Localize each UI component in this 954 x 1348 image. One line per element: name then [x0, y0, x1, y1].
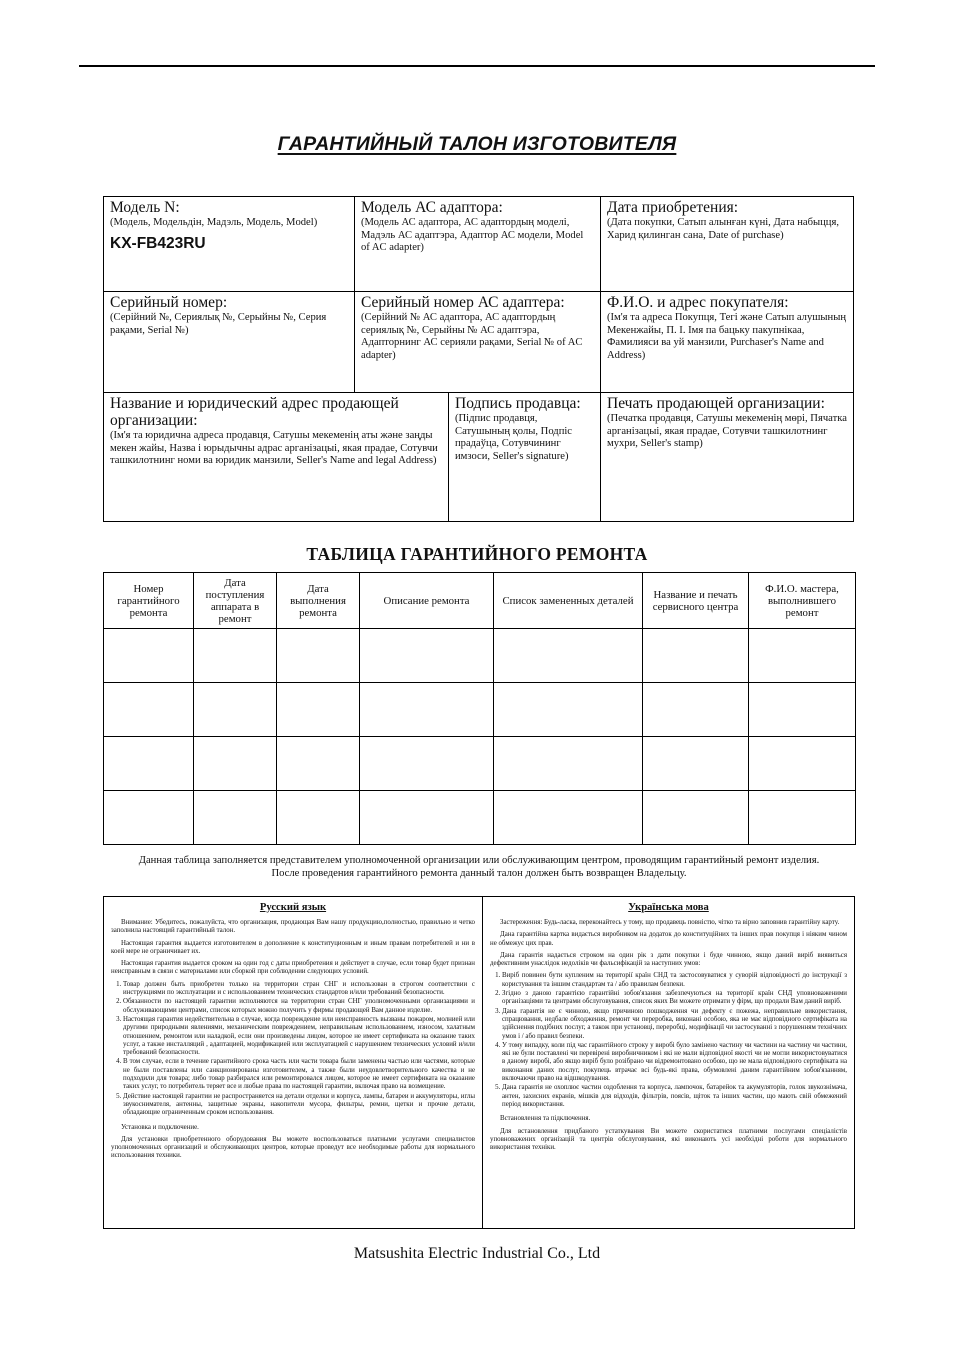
purchase-date-sub: (Дата покупки, Сатып алынған күні, Дата набыцця, Харид қилинган сана, Date of purchase)	[607, 217, 839, 241]
col-header-received-date: Дата поступления аппарата в ремонт	[194, 573, 277, 629]
serial-cell[interactable]	[104, 292, 354, 392]
list-item: 3. Дана гарантія не є чинною, якщо причиною пошкодження чи дефекту є пожежа, неправильне використання, спрацювання, недбале обходження, ремонт чи переробка, виконані особою, яка не має відповідного сертифіката на здійснення подібних послуг, а також при установці, переробці, модифікації чи застосуванні з порушенням технічних умов і / або правил безпеки.	[502, 1008, 847, 1041]
col-header-description: Описание ремонта	[360, 573, 494, 629]
lang-heading-russian: Русский язык	[259, 902, 327, 913]
repair-table-note	[103, 854, 855, 880]
terms-conditions-list	[490, 972, 847, 1109]
buyer-sub: (Ім'я та адреса Покупця, Тегі және Сатып алушының Мекенжайы, П. І. Імя па бацьку пакупнікаа, Фамилияси ва уй манзили, Purchaser's Name and Address)	[607, 312, 847, 361]
terms-paragraph: Внимание: Убедитесь, пожалуйста, что организация, продающая Вам нашу продукцию,полностью, правильно и четко заполнила настоящий гарантийный талон.	[111, 919, 475, 935]
table-cell[interactable]	[104, 683, 194, 737]
table-cell[interactable]	[643, 791, 749, 845]
repair-table-header-row	[104, 573, 856, 629]
org-sub: (Ім'я та юридична адреса продавця, Сатушы мекеменің аты және заңды мекен жайы, Назва і юрыдычны адрас арганізацыі, якая прадае, Сотувчи ташкилотнинг номи ва юридик манзили, Seller's Name and legal Address)	[110, 430, 438, 467]
table-cell[interactable]	[277, 629, 360, 683]
signature-cell[interactable]	[449, 393, 600, 521]
col-header-service-center: Название и печать сервисного центра	[643, 573, 749, 629]
table-cell[interactable]	[494, 629, 643, 683]
adapter-model-heading: Модель АС адаптора:	[361, 199, 503, 216]
table-row	[104, 683, 856, 737]
model-value: KX-FB423RU	[110, 234, 206, 252]
lang-heading-ukrainian: Українська мова	[628, 902, 709, 913]
table-cell[interactable]	[277, 683, 360, 737]
table-cell[interactable]	[277, 737, 360, 791]
warranty-info-grid	[103, 196, 854, 522]
terms-paragraph: Настоящая гарантия выдается изготовителем в дополнение к конституционным и иным правам потребителей и ни в коей мере не ограничивает их.	[111, 939, 475, 955]
terms-russian	[104, 897, 482, 1228]
terms-paragraph: Настоящая гарантия выдается сроком на один год с даты приобретения и действует в случае, если товар будет признан неисправным в связи с материалами или сборкой при соблюдении следующих условий.	[111, 960, 475, 976]
table-cell[interactable]	[194, 791, 277, 845]
table-row	[104, 791, 856, 845]
col-header-repair-number: Номер гарантийного ремонта	[104, 573, 194, 629]
table-cell[interactable]	[360, 737, 494, 791]
repair-note-line-2: После проведения гарантийного ремонта данный талон должен быть возвращен Владельцу.	[271, 868, 687, 879]
install-text: Для встановлення придбаного устаткування Ви можете скористатися платними послугами спеціалістів уповноважених організацій та центрів обслуговування, які виконають усі необхідні роботи для нормального використання техніки.	[490, 1127, 847, 1152]
table-cell[interactable]	[360, 791, 494, 845]
list-item: 5. Дана гарантія не охоплює частин оздоблення та корпуса, лампочок, батарейок та акумуляторів, голок звукознімача, антен, захисних екранів, мішків для відходів, фільтрів, поясів, щіток та інших частин, що мають свій обмежений період використання.	[502, 1084, 847, 1109]
repair-note-line-1: Данная таблица заполняется представителем уполномоченной организации или обслуживающим центром, проводящим гарантийный ремонт изделия.	[138, 855, 820, 866]
table-row	[104, 629, 856, 683]
purchase-date-cell[interactable]	[601, 197, 853, 292]
adapter-serial-sub: (Серійний № АС адаптора, АС адаптордың сериялық №, Серыйны № АС адаптэра, Адапторнинг АС серияли рақами, Serial № of AC adapter)	[361, 312, 583, 361]
list-item: 2. Обязанности по настоящей гарантии исполняются на территории стран СНГ уполномоченными организациями и обслуживающими центрами, список которых можно получить у фирмы продающей Вам данное изделие.	[123, 998, 475, 1015]
stamp-cell[interactable]	[601, 393, 853, 521]
table-cell[interactable]	[643, 737, 749, 791]
terms-conditions-list	[111, 981, 475, 1118]
company-footer: Matsushita Electric Industrial Co., Ltd	[353, 1245, 601, 1262]
table-cell[interactable]	[749, 737, 856, 791]
list-item: 1. Товар должен быть приобретен только на территории стран СНГ и использован в строгом соответствии с инструкциями по эксплуатации и с использованием технических стандартов и/или требований безопасности.	[123, 981, 475, 998]
page-title: ГАРАНТИЙНЫЙ ТАЛОН ИЗГОТОВИТЕЛЯ	[277, 133, 677, 155]
table-cell[interactable]	[494, 791, 643, 845]
signature-sub: (Підпис продавця, Сатушының қолы, Подпіс прадаўца, Сотувчининг имзоси, Seller's signature)	[455, 413, 573, 462]
purchase-date-heading: Дата приобретения:	[607, 199, 739, 216]
table-cell[interactable]	[494, 683, 643, 737]
serial-heading: Серийный номер:	[110, 294, 228, 311]
adapter-serial-cell[interactable]	[355, 292, 600, 392]
table-cell[interactable]	[494, 737, 643, 791]
table-cell[interactable]	[277, 791, 360, 845]
table-cell[interactable]	[104, 791, 194, 845]
table-row	[104, 737, 856, 791]
col-header-technician: Ф.И.О. мастера, выполнившего ремонт	[749, 573, 856, 629]
buyer-heading: Ф.И.О. и адрес покупателя:	[607, 294, 789, 311]
grid-hline-1	[104, 291, 853, 292]
stamp-heading: Печать продающей организации:	[607, 395, 825, 412]
table-cell[interactable]	[104, 629, 194, 683]
install-title: Встановлення та підключення.	[500, 1115, 591, 1123]
col-header-replaced-parts: Список замененных деталей	[494, 573, 643, 629]
list-item: 4. У тому випадку, коли під час гарантійного строку у виробі було замінено частину чи частини на частину чи частини, які не були поставлені чи перевірені виробничником і які не мали відповідної якості чи не могли використовуватися в даному виробі, або якщо виріб було розібрано чи відремонтовано особою, що не мала відповідного сертифіката на виконання даних послуг, покупець втрачає всі будь-які права, обумовлені даним гарантійним зобов'язанням, включаючи право на відшкодування.	[502, 1042, 847, 1083]
grid-vline-3	[448, 392, 449, 521]
terms-ukrainian	[482, 897, 854, 1228]
table-cell[interactable]	[194, 737, 277, 791]
model-sub: (Модель, Модельдін, Мадэль, Модель, Model)	[110, 217, 318, 228]
adapter-serial-heading: Серийный номер АС адаптера:	[361, 294, 565, 311]
table-cell[interactable]	[749, 791, 856, 845]
list-item: 3. Настоящая гарантия недействительна в случае, когда повреждение или неисправность вызваны пожаром, молнией или другими природными явлениями, механическим повреждением, неправильным использованием, износом, халатным отношением, ремонтом или наладкой, если они произведены лицом, которое не имеет сертификата на оказание таких услуг, а также инсталляций , адаптацией, модификацией или эксплуатацией с нарушением технических условий и/или требований безопасности.	[123, 1016, 475, 1057]
signature-heading: Подпись продавца:	[455, 395, 581, 412]
grid-vline-2	[600, 197, 601, 521]
list-item: 2. Згідно з даною гарантією гарантійні зобов'язання забезпечуються на території країн СНД уповноваженими організаціями та центрами обслуговування, список яких Ви можете отримати у фірм, що продали Вам даний виріб.	[502, 990, 847, 1007]
table-cell[interactable]	[643, 683, 749, 737]
table-cell[interactable]	[749, 683, 856, 737]
warranty-terms	[103, 896, 855, 1229]
stamp-sub: (Печатка продавця, Сатушы мекеменің мөрі, Пячатка арганізацыі, якая прадае, Сотувчи ташкилотнинг мухри, Seller's stamp)	[607, 413, 847, 450]
list-item: 5. Действие настоящей гарантии не распространяется на детали отделки и корпуса, лампы, батареи и аккумуляторы, иглы звукоснимателя, антенны, защитные экраны, накопители мусора, фильтры, ремни, щетки и прочие детали, обладающие ограниченным сроком использования.	[123, 1093, 475, 1118]
list-item: 1. Виріб повинен бути купленим на території країн СНД та застосовуватися у суворій відповідності до інструкції з користування та іншим стандартам та / або правилам безпеки.	[502, 972, 847, 989]
adapter-model-sub: (Модель АС адаптора, АС адаптордың моделі, Мадэль АС адаптэра, Адаптор АС модели, Model of AC adapter)	[361, 217, 584, 254]
table-cell[interactable]	[360, 683, 494, 737]
table-cell[interactable]	[643, 629, 749, 683]
install-text: Для установки приобретенного оборудования Вы можете воспользоваться платными услугами специалистов уполномоченных организаций и обслуживающих центров, которые проведут все необходимые работы для нормального использования техники.	[111, 1135, 475, 1160]
terms-paragraph: Дана гарантійна картка видається виробником на додаток до конституційних та інших прав покупця і ніяким чином не обмежує цих прав.	[490, 931, 847, 947]
table-cell[interactable]	[104, 737, 194, 791]
grid-hline-2	[104, 392, 853, 393]
model-heading: Модель N:	[110, 199, 180, 216]
repair-table	[103, 572, 856, 845]
adapter-model-cell[interactable]	[355, 197, 600, 292]
table-cell[interactable]	[194, 629, 277, 683]
org-heading: Название и юридический адрес продающей организации:	[110, 395, 399, 429]
table-cell[interactable]	[194, 683, 277, 737]
terms-paragraph: Дана гарантія надається строком на один рік з дати покупки і буде чинною, якщо даний виріб виявиться дефективним унаслідок недоліків чи фальсифікацій за наступних умов:	[490, 951, 847, 968]
org-cell[interactable]	[104, 393, 448, 521]
install-title: Установка и подключение.	[121, 1123, 199, 1131]
buyer-cell[interactable]	[601, 292, 853, 392]
terms-paragraph: Застереження: Будь-ласка, переконайтесь у тому, що продавець повністю, чітко та вірно заповнив гарантійну карту.	[500, 919, 840, 926]
grid-vline-1	[354, 197, 355, 392]
top-rule	[79, 65, 875, 67]
repair-table-title: ТАБЛИЦА ГАРАНТИЙНОГО РЕМОНТА	[306, 544, 648, 564]
model-cell[interactable]	[104, 197, 354, 292]
list-item: 4. В том случае, если в течение гарантийного срока часть или части товара были заменены частью или частями, которые не были поставлены или санкционированы изготовителем, а также были неудовлетворительного качества и не подходили для товара; либо товар разбирался или ремонтировался лицом, которое не имеет сертификата на оказание таких услуг, то потребитель теряет все и любые права по настоящей гарантии, включая право на возмещение.	[123, 1058, 475, 1091]
table-cell[interactable]	[749, 629, 856, 683]
serial-sub: (Серійний №, Сериялық №, Серыйны №, Серия рақами, Serial №)	[110, 312, 327, 336]
col-header-completed-date: Дата выполнения ремонта	[277, 573, 360, 629]
table-cell[interactable]	[360, 629, 494, 683]
